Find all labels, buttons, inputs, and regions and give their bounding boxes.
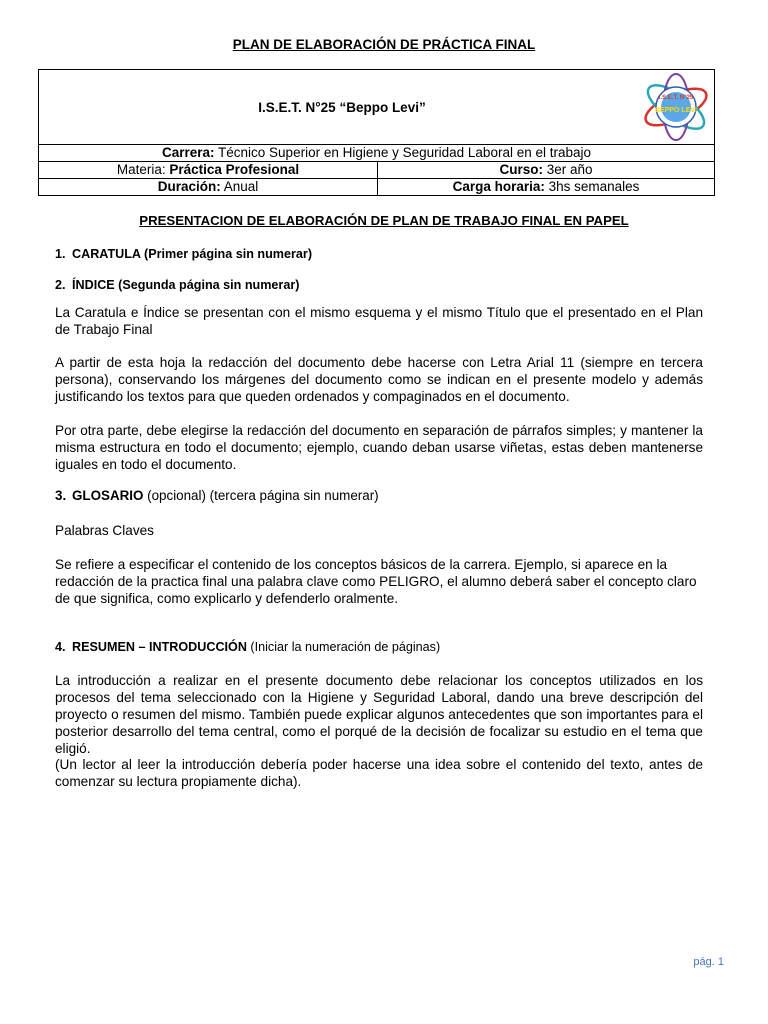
institution-cell [39,70,715,145]
item-heading-glosario: 3. GLOSARIO (opcional) (tercera página sin numerar) [55,488,379,503]
paragraph-lector: (Un lector al leer la introducción debería poder hacerse una idea sobre el contenido del texto, antes de comenzar su lectura propiamente dicha). [55,757,703,789]
item-heading-caratula: 1. CARATULA (Primer página sin numerar) [55,247,313,261]
materia-cell: Materia: Práctica Profesional [39,162,378,179]
paragraph-separacion: Por otra parte, debe elegirse la redacción del documento en separación de párrafos simples; y mantener la misma estructura en todo el documento; ejemplo, cuando deban usarse viñetas, estas deben mantenerse iguales en todo el documento. [55,423,703,472]
item-heading-resumen: 4. RESUMEN – INTRODUCCIÓN (Iniciar la numeración de páginas) [55,640,441,654]
carga-horaria-cell: Carga horaria: 3hs semanales [378,179,715,196]
paragraph-letra-arial: A partir de esta hoja la redacción del documento debe hacerse con Letra Arial 11 (siempre en tercera persona), conservando los márgenes del documento como se indican en el presente modelo y además justificando los textos para que queden ordenados y compaginados en el documento. [55,355,703,404]
section-title: PRESENTACION DE ELABORACIÓN DE PLAN DE TRABAJO FINAL EN PAPEL [139,213,629,228]
carrera-cell: Carrera: Técnico Superior en Higiene y Seguridad Laboral en el trabajo [39,145,715,162]
paragraph-glosario-descripcion: Se refiere a especificar el contenido de los conceptos básicos de la carrera. Ejemplo, si aparece en la redacción de la practica final una palabra clave como PELIGRO, el alumno deberá saber el concepto claro de que significa, como explicarlo y defenderlo oralmente. [55,557,697,606]
institution-name: I.S.E.T. N°25 “Beppo Levi” [258,100,426,115]
document-title: PLAN DE ELABORACIÓN DE PRÁCTICA FINAL [232,37,536,52]
item-heading-indice: 2. ÍNDICE (Segunda página sin numerar) [55,278,300,292]
svg-text:BEPPO LEVI: BEPPO LEVI [654,107,698,114]
curso-cell: Curso: 3er año [378,162,715,179]
svg-text:I.S.E.T. N°25: I.S.E.T. N°25 [658,95,694,101]
page-number: pág. 1 [693,956,724,968]
paragraph-palabras-claves: Palabras Claves [55,523,154,538]
paragraph-caratula-indice: La Caratula e Índice se presentan con el mismo esquema y el mismo Título que el presentado en el Plan de Trabajo Final [55,305,703,337]
header-table [38,69,715,196]
duracion-cell: Duración: Anual [39,179,378,196]
school-logo [640,70,712,144]
paragraph-introduccion: La introducción a realizar en el presente documento debe relacionar los conceptos utilizados en los procesos del tema seleccionado con la Higiene y Seguridad Laboral, dando una breve descripción del proyecto o resumen del mismo. También puede explicar algunos antecedentes que son importantes para el posterior desarrollo del tema central, como el porqué de la decisión de focalizar su estudio en el tema que eligió. [55,673,703,756]
